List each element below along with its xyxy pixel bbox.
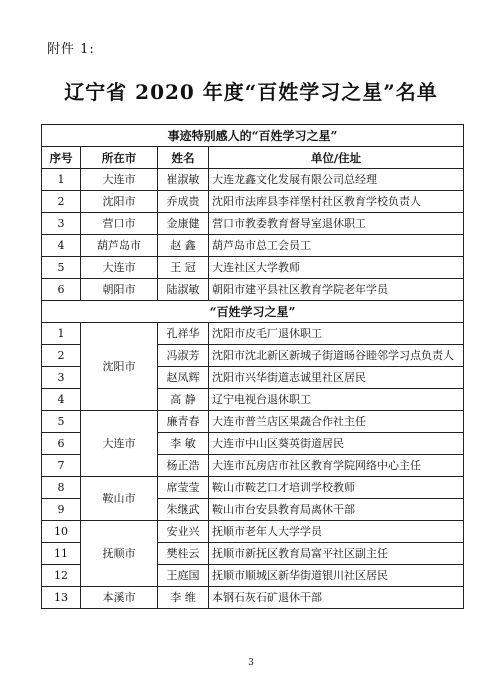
row-number: 2 — [42, 345, 81, 367]
table-row — [42, 169, 464, 191]
row-unit: 朝阳市建平县社区教育学院老年学员 — [209, 279, 464, 301]
row-unit: 大连市中山区葵英街道居民 — [209, 433, 464, 455]
honoree-table — [41, 124, 464, 609]
row-number: 12 — [42, 565, 81, 587]
row-unit: 沈阳市皮毛厂退休职工 — [209, 323, 464, 345]
row-number: 3 — [42, 213, 81, 235]
row-name: 金康健 — [158, 213, 209, 235]
row-name: 高 静 — [158, 389, 209, 411]
row-unit: 鞍山市鞍艺口才培训学校教师 — [209, 477, 464, 499]
row-number: 6 — [42, 433, 81, 455]
row-name: 孔祥华 — [158, 323, 209, 345]
section1-heading: 事迹特别感人的“百姓学习之星” — [42, 125, 464, 147]
row-city: 沈阳市 — [81, 323, 158, 411]
row-name: 王庭国 — [158, 565, 209, 587]
row-name: 乔成贵 — [158, 191, 209, 213]
row-unit: 抚顺市新抚区教育局富平社区副主任 — [209, 543, 464, 565]
row-name: 杨正浩 — [158, 455, 209, 477]
row-number: 9 — [42, 499, 81, 521]
row-number: 4 — [42, 389, 81, 411]
header-no: 序号 — [42, 147, 81, 169]
row-city: 大连市 — [81, 257, 158, 279]
row-unit: 大连市普兰店区果蔬合作社主任 — [209, 411, 464, 433]
header-unit: 单位/住址 — [209, 147, 464, 169]
table-row — [42, 477, 464, 499]
row-number: 10 — [42, 521, 81, 543]
row-unit: 大连市瓦房店市社区教育学院网络中心主任 — [209, 455, 464, 477]
row-unit: 鞍山市台安县教育局离休干部 — [209, 499, 464, 521]
row-number: 5 — [42, 411, 81, 433]
row-number: 5 — [42, 257, 81, 279]
page-title: 辽宁省 2020 年度“百姓学习之星”名单 — [64, 80, 438, 104]
row-unit: 营口市教委教育督导室退休职工 — [209, 213, 464, 235]
row-number: 6 — [42, 279, 81, 301]
row-city: 本溪市 — [81, 587, 158, 609]
row-city: 葫芦岛市 — [81, 235, 158, 257]
row-number: 13 — [42, 587, 81, 609]
row-unit: 葫芦岛市总工会员工 — [209, 235, 464, 257]
table-row — [42, 213, 464, 235]
row-unit: 沈阳市沈北新区新城子街道旸谷睦邻学习点负责人 — [209, 345, 464, 367]
row-number: 1 — [42, 169, 81, 191]
table-row — [42, 191, 464, 213]
row-number: 11 — [42, 543, 81, 565]
row-name: 崔淑敏 — [158, 169, 209, 191]
row-unit: 本钢石灰石矿退休干部 — [209, 587, 464, 609]
row-city: 沈阳市 — [81, 191, 158, 213]
table-row — [42, 411, 464, 433]
row-number: 7 — [42, 455, 81, 477]
row-name: 王 冠 — [158, 257, 209, 279]
table-row — [42, 279, 464, 301]
page-number: 3 — [248, 658, 254, 668]
row-name: 席莹莹 — [158, 477, 209, 499]
table-header-row — [42, 147, 464, 169]
row-city: 大连市 — [81, 411, 158, 477]
row-number: 4 — [42, 235, 81, 257]
row-city: 抚顺市 — [81, 521, 158, 587]
row-unit: 辽宁电视台退休职工 — [209, 389, 464, 411]
header-name: 姓名 — [158, 147, 209, 169]
row-unit: 抚顺市老年人大学学员 — [209, 521, 464, 543]
row-unit: 沈阳市法库县李祥堡村社区教育学校负责人 — [209, 191, 464, 213]
row-unit: 大连龙鑫文化发展有限公司总经理 — [209, 169, 464, 191]
row-unit: 沈阳市兴华街道志诚里社区居民 — [209, 367, 464, 389]
attachment-label: 附件 1: — [47, 42, 95, 57]
row-name: 赵 鑫 — [158, 235, 209, 257]
table-row — [42, 323, 464, 345]
row-city: 朝阳市 — [81, 279, 158, 301]
table-row — [42, 257, 464, 279]
row-name: 廉青春 — [158, 411, 209, 433]
row-name: 冯淑芳 — [158, 345, 209, 367]
row-city: 鞍山市 — [81, 477, 158, 521]
row-name: 陆淑敏 — [158, 279, 209, 301]
row-name: 安业兴 — [158, 521, 209, 543]
row-name: 赵凤辉 — [158, 367, 209, 389]
row-city: 大连市 — [81, 169, 158, 191]
row-name: 李 敏 — [158, 433, 209, 455]
row-unit: 抚顺市顺城区新华街道银川社区居民 — [209, 565, 464, 587]
table-row — [42, 587, 464, 609]
row-name: 樊桂云 — [158, 543, 209, 565]
row-number: 3 — [42, 367, 81, 389]
table-row — [42, 521, 464, 543]
section2-heading: “百姓学习之星” — [42, 301, 464, 323]
row-number: 8 — [42, 477, 81, 499]
table-row — [42, 235, 464, 257]
row-name: 李 维 — [158, 587, 209, 609]
row-number: 2 — [42, 191, 81, 213]
row-unit: 大连社区大学教师 — [209, 257, 464, 279]
header-city: 所在市 — [81, 147, 158, 169]
row-number: 1 — [42, 323, 81, 345]
row-name: 朱继武 — [158, 499, 209, 521]
row-city: 营口市 — [81, 213, 158, 235]
